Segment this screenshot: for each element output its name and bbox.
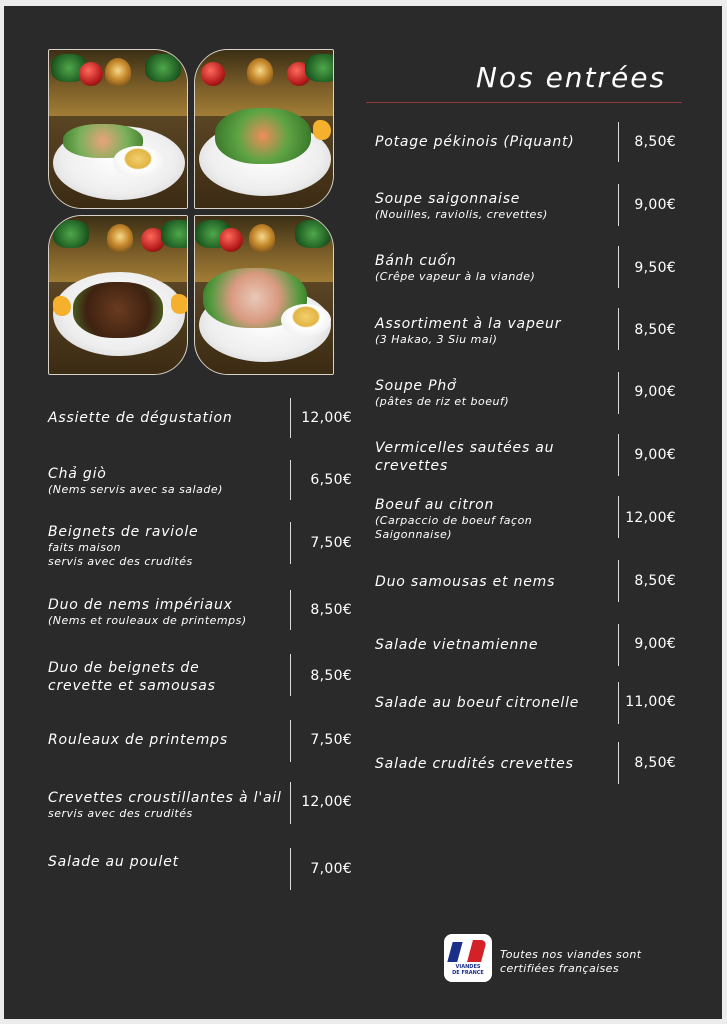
menu-item xyxy=(48,853,179,871)
item-price: 7,50€ xyxy=(310,535,352,551)
item-name: Vermicelles sautées au xyxy=(375,440,555,456)
item-name: Duo samousas et nems xyxy=(375,574,556,590)
item-price: 6,50€ xyxy=(310,472,352,488)
item-price: 9,50€ xyxy=(634,260,676,276)
price-divider xyxy=(618,308,619,350)
item-description: servis avec des crudités xyxy=(48,555,193,568)
photo-noodles-dish xyxy=(48,215,188,375)
price-divider xyxy=(290,782,291,824)
item-name: Assortiment à la vapeur xyxy=(375,316,562,332)
photo-carpaccio xyxy=(194,215,334,375)
item-price: 9,00€ xyxy=(634,197,676,213)
item-name: Salade crudités crevettes xyxy=(375,756,574,772)
price-divider xyxy=(290,654,291,696)
menu-item xyxy=(375,755,574,773)
item-name: Chả giò xyxy=(48,466,107,482)
item-name: Assiette de dégustation xyxy=(48,410,233,426)
logo-text-line1: VIANDES xyxy=(455,964,481,970)
item-name: Salade au boeuf citronelle xyxy=(375,695,580,711)
menu-item xyxy=(375,439,554,475)
item-description: Saigonnaise) xyxy=(375,528,453,541)
item-price: 12,00€ xyxy=(301,410,352,426)
item-description: (3 Hakao, 3 Siu mai) xyxy=(375,333,498,346)
item-description: (Nems et rouleaux de printemps) xyxy=(48,614,247,627)
price-divider xyxy=(290,398,291,438)
item-name: Duo de beignets de xyxy=(48,660,200,676)
price-divider xyxy=(290,522,291,564)
item-name: Beignets de raviole xyxy=(48,524,199,540)
menu-item xyxy=(375,377,509,409)
menu-item xyxy=(375,636,538,654)
item-price: 12,00€ xyxy=(301,794,352,810)
menu-item xyxy=(48,523,198,569)
item-price: 7,50€ xyxy=(310,732,352,748)
item-price: 9,00€ xyxy=(634,384,676,400)
price-divider xyxy=(618,624,619,666)
menu-item xyxy=(48,789,282,821)
item-name: Crevettes croustillantes à l'ail xyxy=(48,790,282,806)
photo-grid xyxy=(48,49,334,375)
certification-note xyxy=(500,948,642,976)
item-price: 8,50€ xyxy=(634,755,676,771)
menu-item xyxy=(48,659,216,695)
item-name: Potage pékinois (Piquant) xyxy=(375,134,575,150)
certification-line2: certifiées françaises xyxy=(500,962,619,975)
viandes-de-france-logo xyxy=(444,934,492,982)
item-name: Boeuf au citron xyxy=(375,497,495,513)
menu-item xyxy=(48,731,228,749)
price-divider xyxy=(290,590,291,630)
price-divider xyxy=(618,246,619,288)
item-name: Rouleaux de printemps xyxy=(48,732,228,748)
price-divider xyxy=(618,742,619,784)
item-name: Duo de nems impériaux xyxy=(48,597,233,613)
menu-item xyxy=(48,465,223,497)
price-divider xyxy=(618,496,619,538)
logo-text-line2: DE FRANCE xyxy=(452,970,484,976)
item-description: (pâtes de riz et boeuf) xyxy=(375,395,510,408)
menu-item xyxy=(375,496,532,542)
item-price: 12,00€ xyxy=(625,510,676,526)
item-name-line2: crevette et samousas xyxy=(48,678,216,694)
item-description: (Nouilles, raviolis, crevettes) xyxy=(375,208,548,221)
price-divider xyxy=(618,122,619,162)
price-divider xyxy=(618,682,619,724)
item-name-line2: crevettes xyxy=(375,458,449,474)
item-price: 7,00€ xyxy=(310,861,352,877)
menu-item xyxy=(375,315,561,347)
item-price: 8,50€ xyxy=(634,322,676,338)
item-price: 9,00€ xyxy=(634,636,676,652)
item-price: 8,50€ xyxy=(634,573,676,589)
item-description: (Nems servis avec sa salade) xyxy=(48,483,223,496)
menu-item xyxy=(375,573,555,591)
price-divider xyxy=(618,184,619,226)
item-description: (Crêpe vapeur à la viande) xyxy=(375,270,536,283)
item-description: (Carpaccio de boeuf façon xyxy=(375,514,533,527)
item-price: 8,50€ xyxy=(310,668,352,684)
item-name: Soupe saigonnaise xyxy=(375,191,521,207)
menu-item xyxy=(48,596,247,628)
price-divider xyxy=(290,848,291,890)
price-divider xyxy=(290,720,291,762)
title-divider xyxy=(366,102,682,103)
photo-spring-rolls xyxy=(48,49,188,209)
menu-item xyxy=(375,133,575,151)
item-price: 11,00€ xyxy=(625,694,676,710)
item-name: Bánh cuốn xyxy=(375,253,457,269)
item-description: servis avec des crudités xyxy=(48,807,193,820)
photo-shrimp-salad xyxy=(194,49,334,209)
item-name: Salade vietnamienne xyxy=(375,637,539,653)
price-divider xyxy=(618,560,619,602)
menu-item xyxy=(375,252,535,284)
item-name: Soupe Phở xyxy=(375,378,457,394)
item-description: faits maison xyxy=(48,541,122,554)
menu-page xyxy=(4,6,722,1019)
item-price: 9,00€ xyxy=(634,447,676,463)
certification-line1: Toutes nos viandes sont xyxy=(500,948,642,961)
menu-item xyxy=(375,694,579,712)
item-price: 8,50€ xyxy=(310,602,352,618)
menu-item xyxy=(375,190,548,222)
item-price: 8,50€ xyxy=(634,134,676,150)
price-divider xyxy=(618,372,619,414)
section-title: Nos entrées xyxy=(476,61,667,94)
price-divider xyxy=(290,460,291,500)
item-name: Salade au poulet xyxy=(48,854,179,870)
menu-item xyxy=(48,409,233,427)
price-divider xyxy=(618,434,619,476)
